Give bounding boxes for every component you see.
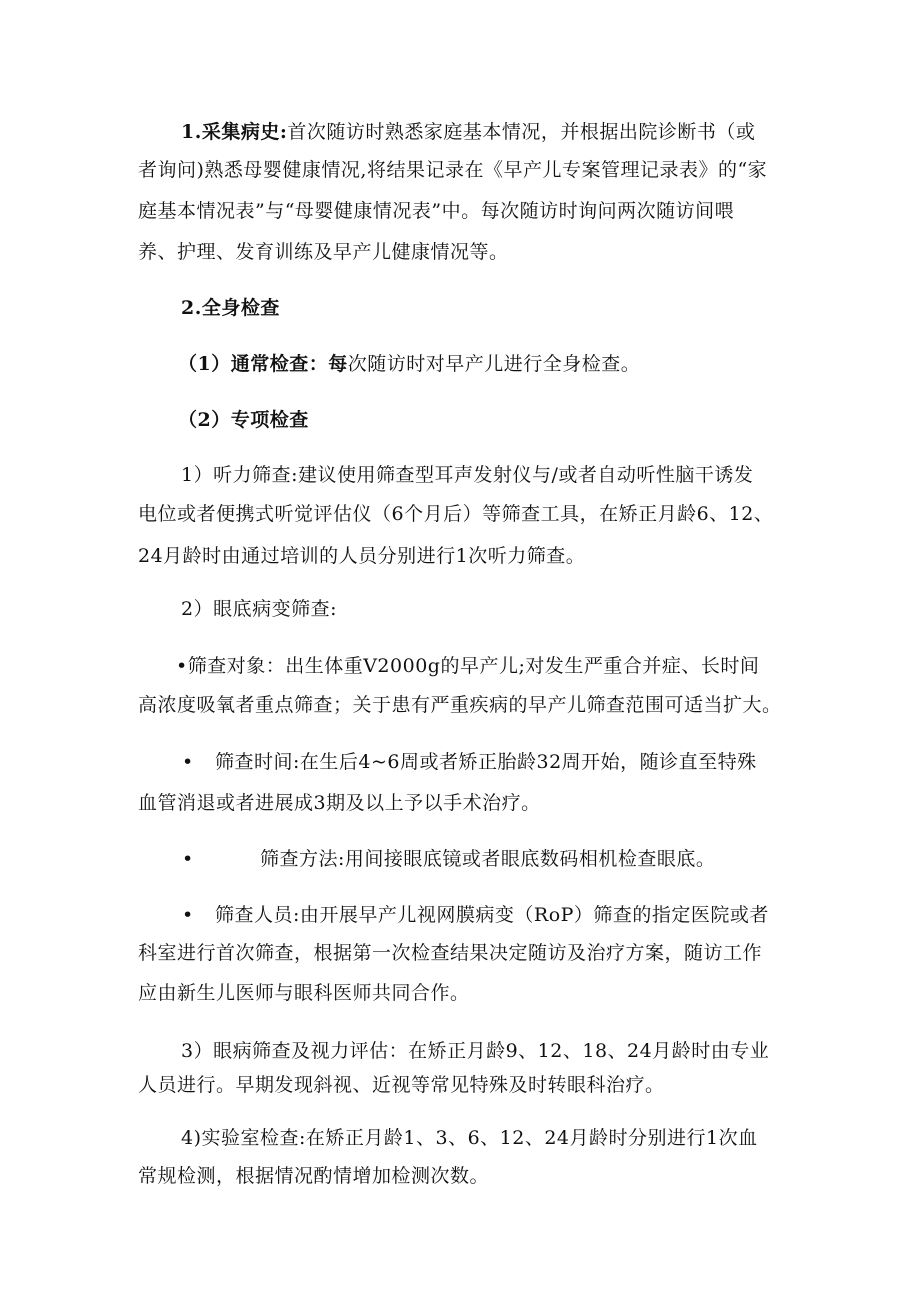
heading-full-exam: 2.全身检查 [181, 297, 280, 319]
paragraph-hearing-line3: 24月龄时由通过培训的人员分别进行1次听力筛查。 [138, 545, 586, 567]
paragraph-fundus-method: 筛查方法:用间接眼底镜或者眼底数码相机检查眼底。 [260, 848, 716, 870]
paragraph-history-line1 [181, 120, 755, 144]
paragraph-routine-exam [178, 352, 640, 376]
heading-special-exam: （2）专项检查 [178, 409, 309, 431]
bullet-time: • [182, 751, 194, 773]
paragraph-hearing-line2: 电位或者便携式听觉评估仪（6个月后）等筛查工具，在矫正月龄6、12、 [138, 503, 774, 525]
paragraph-history-line2: 者询问)熟悉母婴健康情况,将结果记录在《早产儿专案管理记录表》的“家 [138, 159, 768, 181]
paragraph-vision-line2: 人员进行。早期发现斜视、近视等常见特殊及时转眼科治疗。 [138, 1074, 665, 1096]
paragraph-fundus-time-line1: 筛查时间:在生后4~6周或者矫正胎龄32周开始，随诊直至特殊 [215, 751, 757, 773]
routine-exam-text: 次随访时对早产儿进行全身检查。 [347, 353, 641, 375]
bullet-staff: • [182, 904, 194, 926]
bullet-method: • [182, 848, 194, 870]
heading-fundus-screening: 2）眼底病变筛查: [181, 598, 337, 620]
paragraph-fundus-staff-line1: 筛查人员:由开展早产儿视网膜病变（RoP）筛查的指定医院或者 [215, 904, 769, 926]
paragraph-lab-line2: 常规检测，根据情况酌情增加检测次数。 [138, 1165, 490, 1187]
history-label: 1.采集病史: [181, 121, 288, 143]
paragraph-history-line3: 庭基本情况表”与“母婴健康情况表”中。每次随访时询问两次随访间喂 [138, 200, 735, 222]
paragraph-history-line4: 养、护理、发育训练及早产儿健康情况等。 [138, 241, 509, 263]
history-text: 首次随访时熟悉家庭基本情况，并根据出院诊断书（或 [287, 121, 756, 143]
routine-exam-label: （1）通常检查：每 [178, 353, 348, 375]
paragraph-fundus-staff-line3: 应由新生儿医师与眼科医师共同合作。 [138, 982, 470, 1004]
paragraph-lab-line1: 4)实验室检查:在矫正月龄1、3、6、12、24月龄时分别进行1次血 [181, 1127, 758, 1149]
paragraph-hearing-line1: 1）听力筛查:建议使用筛查型耳声发射仪与/或者自动听性脑干诱发 [181, 464, 754, 486]
paragraph-fundus-staff-line2: 科室进行首次筛查，根据第一次检查结果决定随访及治疗方案，随访工作 [138, 942, 763, 964]
paragraph-fundus-time-line2: 血管消退或者进展成3期及以上予以手术治疗。 [138, 792, 541, 814]
paragraph-vision-line1: 3）眼病筛查及视力评估：在矫正月龄9、12、18、24月龄时由专业 [181, 1040, 770, 1062]
paragraph-fundus-target-line2: 高浓度吸氧者重点筛查；关于患有严重疾病的早产儿筛查范围可适当扩大。 [138, 694, 782, 716]
paragraph-fundus-target-line1: •筛查对象：出生体重V2000g的早产儿;对发生严重合并症、长时间 [176, 655, 760, 677]
